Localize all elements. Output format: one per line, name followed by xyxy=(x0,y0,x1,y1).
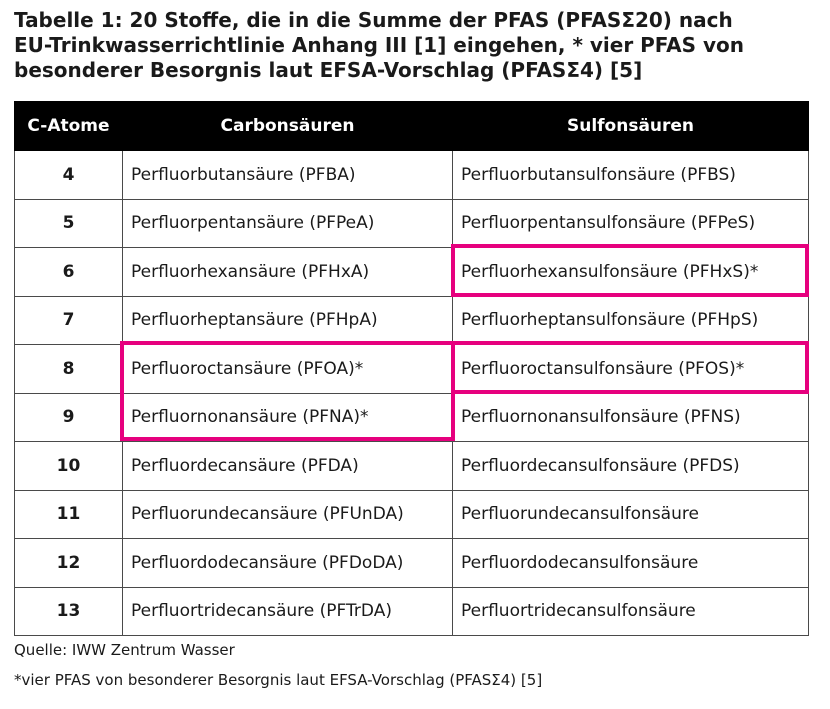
table-body xyxy=(15,151,809,636)
sulfonic-acid-cell: Perfluorbutansulfonsäure (PFBS) xyxy=(453,151,809,200)
header-sulfonsaeuren: Sulfonsäuren xyxy=(453,102,809,151)
carbon-atoms-cell: 12 xyxy=(15,539,123,588)
sulfonic-acid-cell: Perfluorpentansulfonsäure (PFPeS) xyxy=(453,199,809,248)
sulfonic-acid-cell: Perfluorundecansulfonsäure xyxy=(453,490,809,539)
carbon-atoms-cell: 11 xyxy=(15,490,123,539)
sulfonic-acid-cell: Perfluordodecansulfonsäure xyxy=(453,539,809,588)
caption-line-1: Tabelle 1: 20 Stoffe, die in die Summe der PFAS (PFASΣ20) nach xyxy=(14,8,733,32)
table-row xyxy=(15,151,809,200)
carbon-atoms-cell: 7 xyxy=(15,296,123,345)
carboxylic-acid-cell: Perfluorpentansäure (PFPeA) xyxy=(123,199,453,248)
carbon-atoms-cell: 13 xyxy=(15,587,123,636)
carboxylic-acid-cell: Perfluordodecansäure (PFDoDA) xyxy=(123,539,453,588)
table-row xyxy=(15,490,809,539)
sulfonic-acid-cell: Perfluoroctansulfonsäure (PFOS)* xyxy=(453,345,809,394)
carboxylic-acid-cell: Perfluortridecansäure (PFTrDA) xyxy=(123,587,453,636)
table-row xyxy=(15,199,809,248)
sulfonic-acid-cell: Perfluorheptansulfonsäure (PFHpS) xyxy=(453,296,809,345)
table-row xyxy=(15,587,809,636)
caption-line-3: besonderer Besorgnis laut EFSA-Vorschlag (PFASΣ4) [5] xyxy=(14,58,643,82)
table-header xyxy=(15,102,809,151)
carbon-atoms-cell: 6 xyxy=(15,248,123,297)
table-row xyxy=(15,345,809,394)
table-caption xyxy=(14,8,814,83)
table-row xyxy=(15,296,809,345)
carboxylic-acid-cell: Perfluorhexansäure (PFHxA) xyxy=(123,248,453,297)
sulfonic-acid-cell: Perfluorhexansulfonsäure (PFHxS)* xyxy=(453,248,809,297)
source-note: Quelle: IWW Zentrum Wasser xyxy=(14,641,235,659)
carbon-atoms-cell: 10 xyxy=(15,442,123,491)
table-row xyxy=(15,539,809,588)
header-carbonsaeuren: Carbonsäuren xyxy=(123,102,453,151)
caption-line-2: EU-Trinkwasserrichtlinie Anhang III [1] eingehen, * vier PFAS von xyxy=(14,33,745,57)
table-row xyxy=(15,442,809,491)
carbon-atoms-cell: 5 xyxy=(15,199,123,248)
table-row xyxy=(15,393,809,442)
asterisk-footnote: *vier PFAS von besonderer Besorgnis laut EFSA-Vorschlag (PFASΣ4) [5] xyxy=(14,671,543,689)
header-row xyxy=(15,102,809,151)
carboxylic-acid-cell: Perfluorheptansäure (PFHpA) xyxy=(123,296,453,345)
carbon-atoms-cell: 4 xyxy=(15,151,123,200)
carboxylic-acid-cell: Perfluornonansäure (PFNA)* xyxy=(123,393,453,442)
sulfonic-acid-cell: Perfluortridecansulfonsäure xyxy=(453,587,809,636)
carboxylic-acid-cell: Perfluoroctansäure (PFOA)* xyxy=(123,345,453,394)
carboxylic-acid-cell: Perfluordecansäure (PFDA) xyxy=(123,442,453,491)
pfas-table xyxy=(14,101,809,636)
sulfonic-acid-cell: Perfluornonansulfonsäure (PFNS) xyxy=(453,393,809,442)
header-c-atome: C-Atome xyxy=(15,102,123,151)
sulfonic-acid-cell: Perfluordecansulfonsäure (PFDS) xyxy=(453,442,809,491)
carboxylic-acid-cell: Perfluorundecansäure (PFUnDA) xyxy=(123,490,453,539)
table-row xyxy=(15,248,809,297)
carbon-atoms-cell: 9 xyxy=(15,393,123,442)
carboxylic-acid-cell: Perfluorbutansäure (PFBA) xyxy=(123,151,453,200)
carbon-atoms-cell: 8 xyxy=(15,345,123,394)
